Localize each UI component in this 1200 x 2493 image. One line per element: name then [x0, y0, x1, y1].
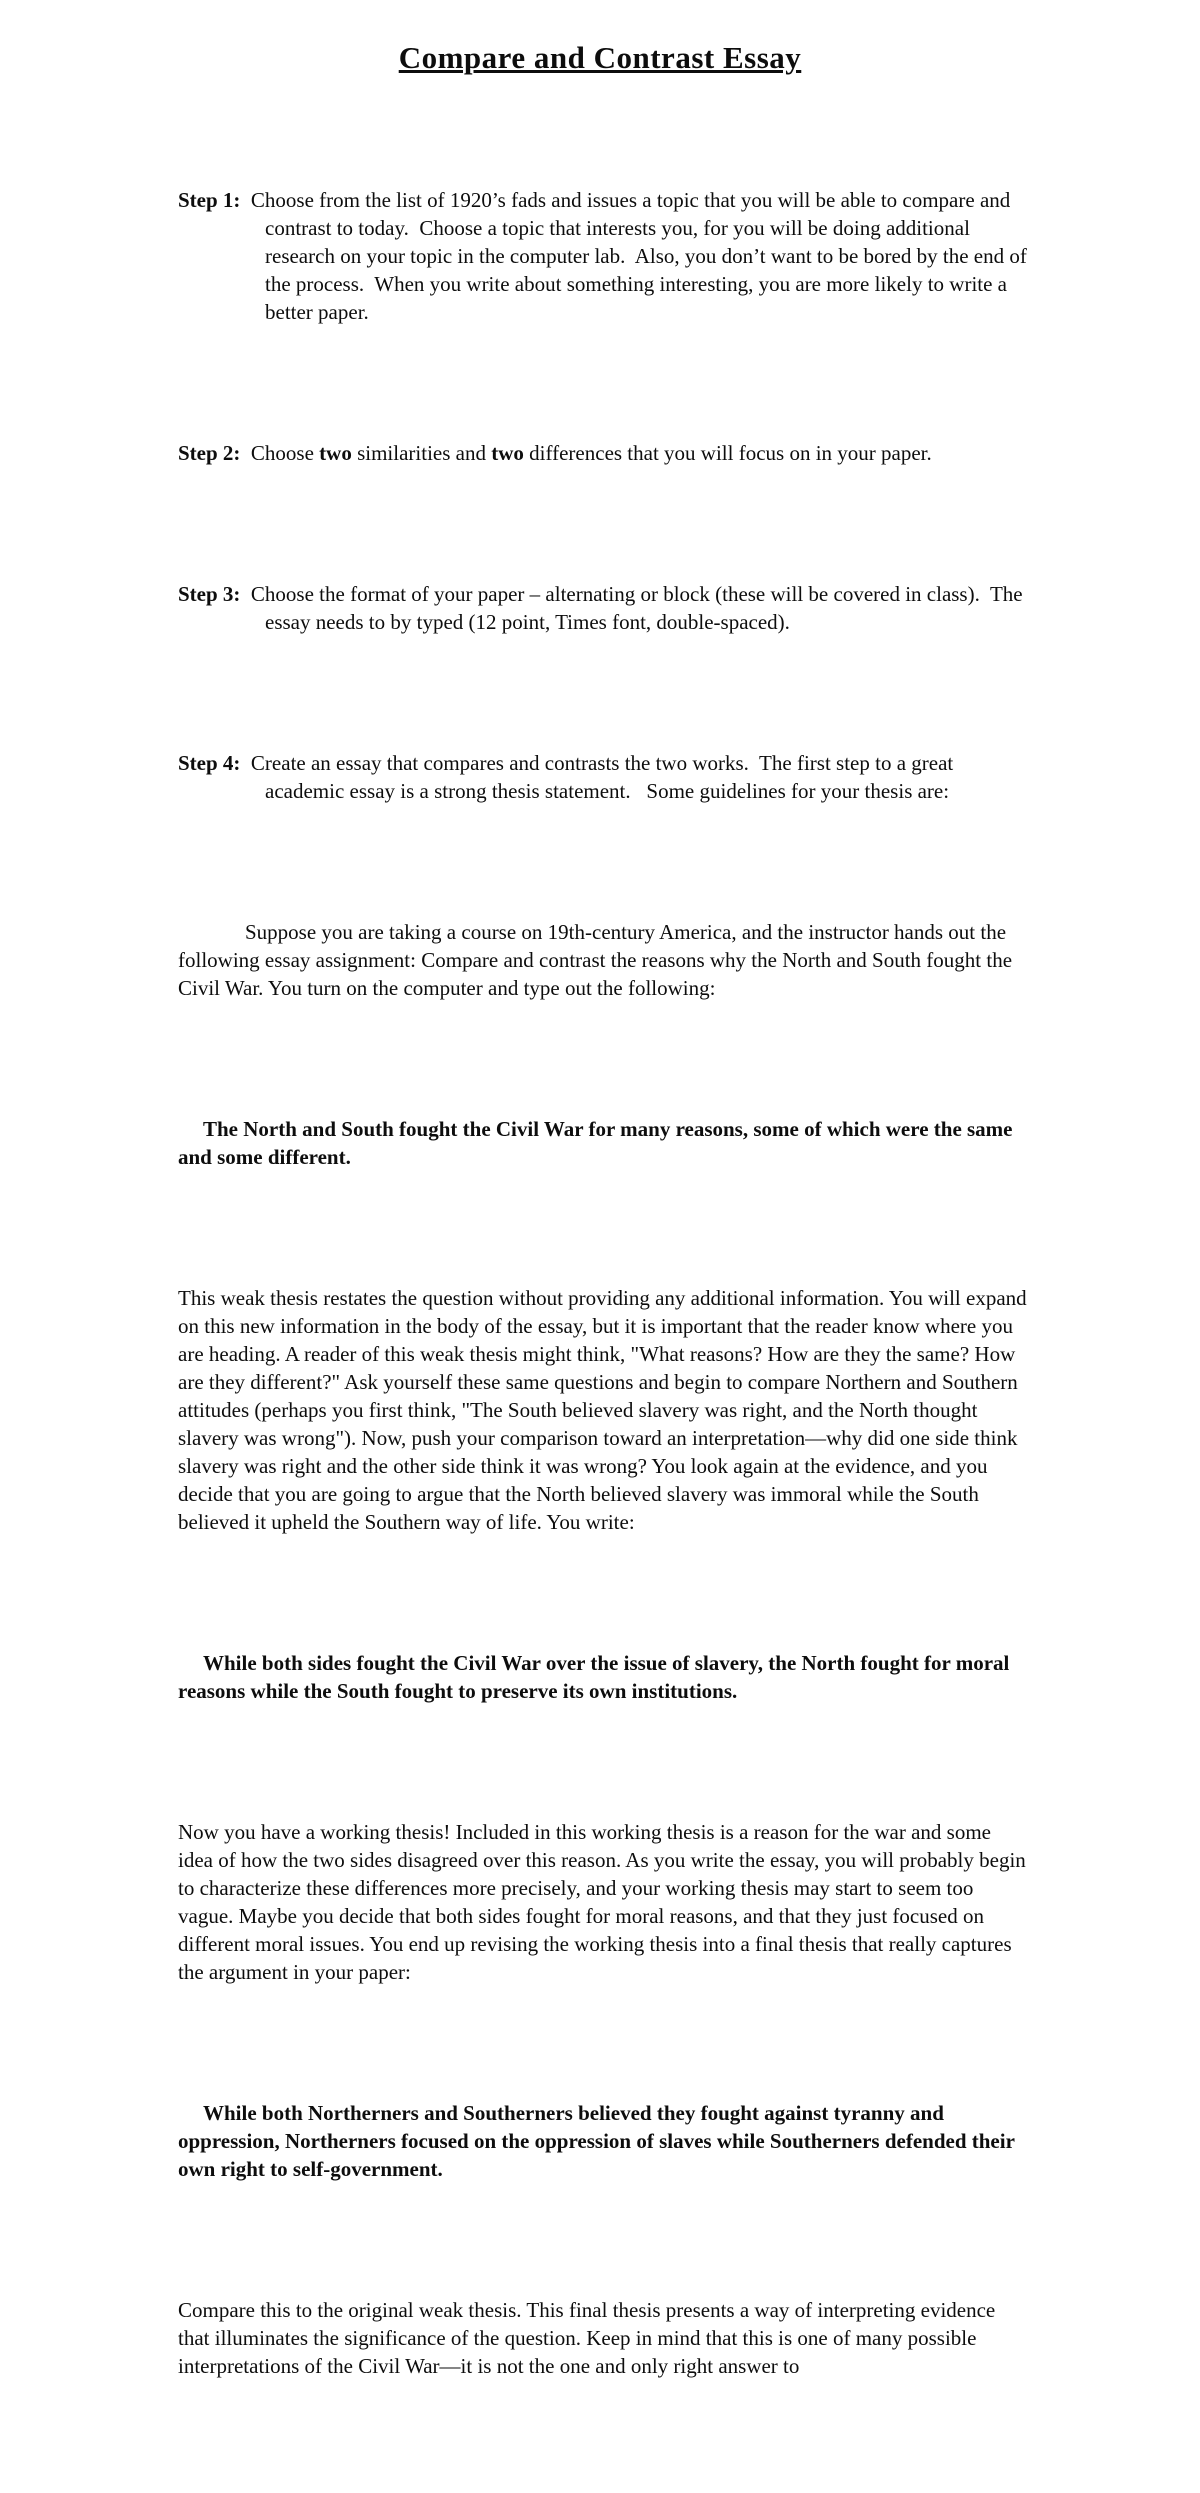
step-2-bold-two-1: two	[319, 441, 352, 465]
step-4-text: Create an essay that compares and contrasts the two works. The first step to a great academic essay is a strong thesis statement. Some guidelines for your thesis are:	[240, 751, 959, 803]
step-2-text-part-1: Choose	[240, 441, 320, 465]
step-4	[178, 749, 1030, 805]
step-3	[178, 580, 1030, 636]
paragraph-weak-thesis-discussion: This weak thesis restates the question without providing any additional information. You will expand on this new information in the body of the essay, but it is important that the reader know where you are heading. A reader of this weak thesis might think, "What reasons? How are they the same? How are they different?" Ask yourself these same questions and begin to compare Northern and Southern attitudes (perhaps you first think, "The South believed slavery was right, and the North thought slavery was wrong"). Now, push your comparison toward an interpretation—why did one side think slavery was right and the other side think it was wrong? You look again at the evidence, and you decide that you are going to argue that the North believed slavery was immoral while the South believed it upheld the Southern way of life. You write:	[178, 1286, 1032, 1534]
step-2-text-part-2: similarities and	[351, 441, 492, 465]
document-body	[178, 102, 1033, 2493]
paragraph-suppose-assignment: Suppose you are taking a course on 19th-century America, and the instructor hands out the following essay assignment: Compare and contrast the reasons why the North and South fought the Civil War. You turn on the computer and type out the following:	[178, 920, 1018, 1000]
step-2-label: Step 2:	[178, 441, 241, 465]
paragraph-final-thesis: While both Northerners and Southerners believed they fought against tyranny and oppression, Northerners focused on the oppression of slaves while Southerners defended their own right to self-government.	[178, 2101, 1020, 2181]
step-2	[178, 439, 1030, 467]
step-2-text-part-3: differences that you will focus on in your paper.	[523, 441, 932, 465]
step-1-label: Step 1:	[178, 188, 241, 212]
paragraph-working-thesis-discussion: Now you have a working thesis! Included in this working thesis is a reason for the war and some idea of how the two sides disagreed over this reason. As you write the essay, you will probably begin to characterize these differences more precisely, and your working thesis may start to seem too vague. Maybe you decide that both sides fought for moral reasons, and that they just focused on different moral issues. You end up revising the working thesis into a final thesis that really captures the argument in your paper:	[178, 1820, 1032, 1984]
paragraph-working-thesis: While both sides fought the Civil War over the issue of slavery, the North fought for moral reasons while the South fought to preserve its own institutions.	[178, 1651, 1015, 1703]
step-3-text: Choose the format of your paper – alternating or block (these will be covered in class). The essay needs to by typed (12 point, Times font, double-spaced).	[240, 582, 1028, 634]
paragraph-weak-thesis: The North and South fought the Civil War for many reasons, some of which were the same and some different.	[178, 1117, 1018, 1169]
step-2-bold-two-2: two	[491, 441, 524, 465]
step-1-text: Choose from the list of 1920’s fads and issues a topic that you will be able to compare and contrast to today. Choose a topic that interests you, for you will be doing additional research on your topic in the computer lab. Also, you don’t want to be bored by the end of the process. When you write about something interesting, you are more likely to write a better paper.	[240, 188, 1033, 324]
paragraph-compare-final: Compare this to the original weak thesis. This final thesis presents a way of interpreting evidence that illuminates the significance of the question. Keep in mind that this is one of many possible interpretations of the Civil War—it is not the one and only right answer to	[178, 2298, 1001, 2378]
step-4-label: Step 4:	[178, 751, 241, 775]
step-1	[178, 186, 1033, 326]
step-3-label: Step 3:	[178, 582, 241, 606]
page-title: Compare and Contrast Essay	[398, 40, 802, 75]
